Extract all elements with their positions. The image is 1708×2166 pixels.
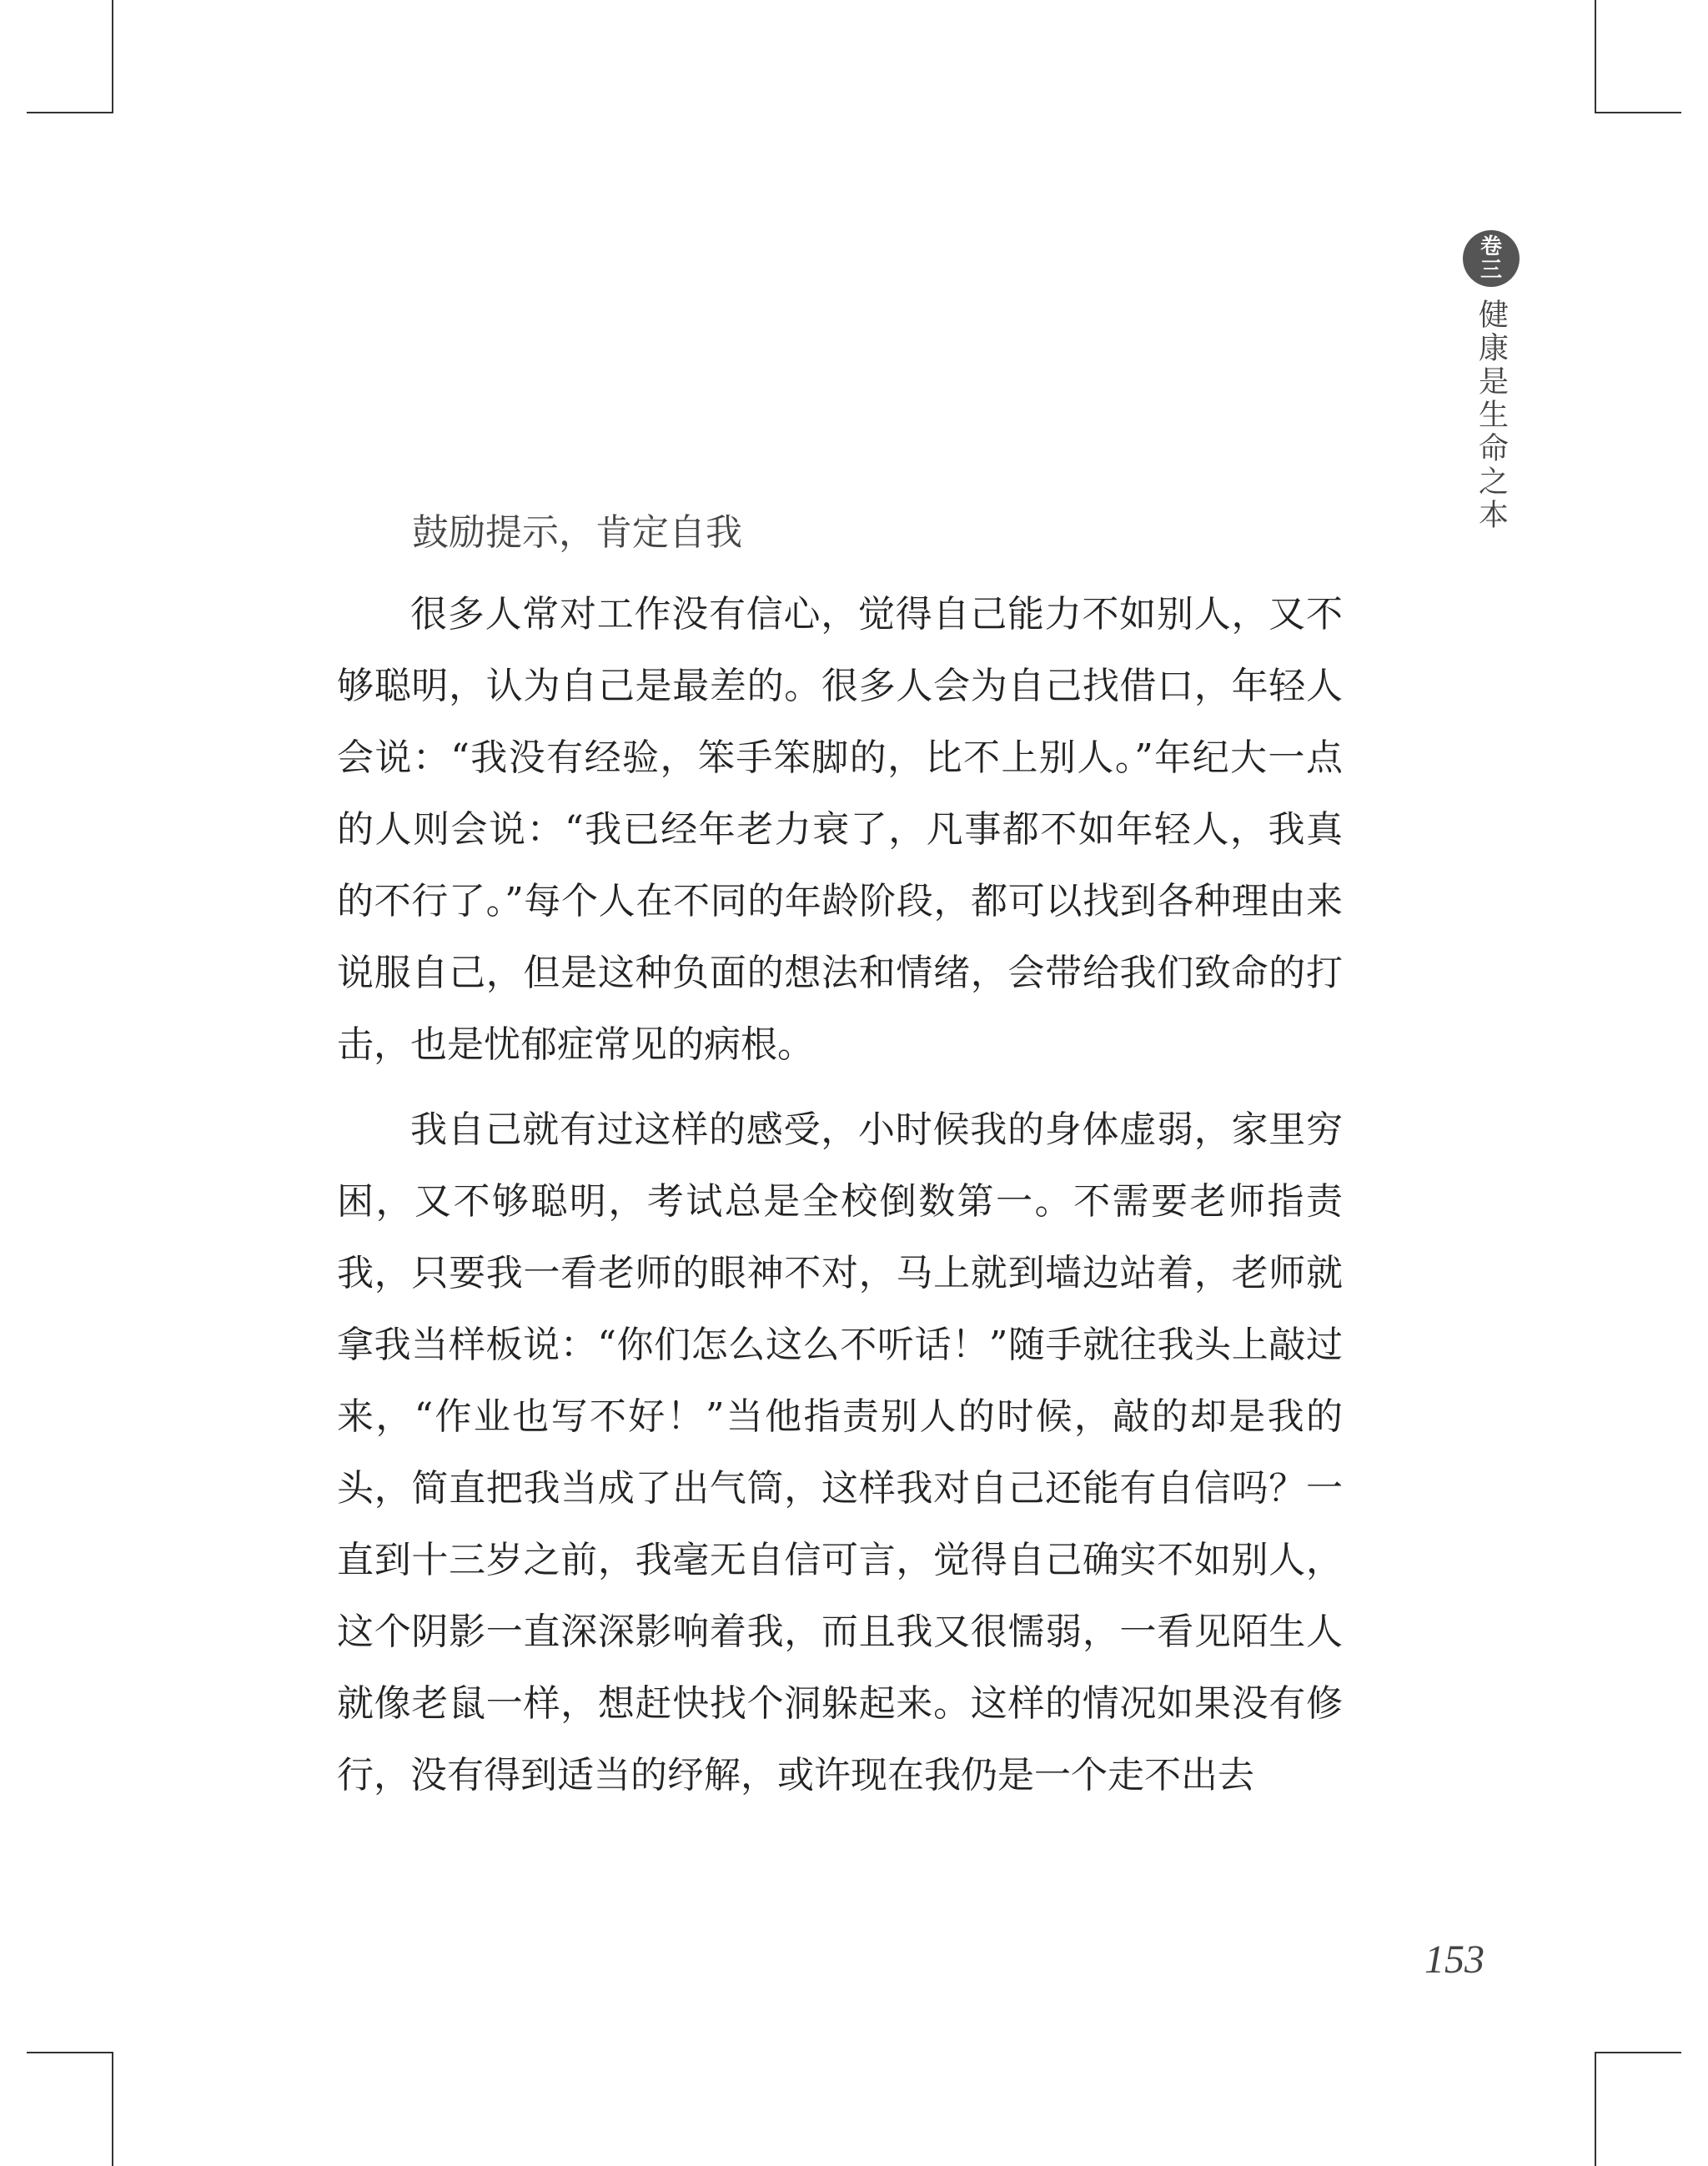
volume-badge-line2: 三 xyxy=(1479,258,1502,283)
paragraph: 我自己就有过这样的感受，小时候我的身体虚弱，家里穷困，又不够聪明，考试总是全校倒数第一。不需要老师指责我，只要我一看老师的眼神不对，马上就到墙边站着，老师就拿我当样板说：“你们怎么这么不听话！”随手就往我头上敲过来，“作业也写不好！”当他指责别人的时候，敲的却是我的头，简直把我当成了出气筒，这样我对自己还能有自信吗？一直到十三岁之前，我毫无自信可言，觉得自己确实不如别人，这个阴影一直深深影响着我，而且我又很懦弱，一看见陌生人就像老鼠一样，想赶快找个洞躲起来。这样的情况如果没有修行，没有得到适当的纾解，或许现在我仍是一个走不出去 xyxy=(337,1108,1343,1797)
crop-mark xyxy=(1595,0,1596,113)
chapter-side-tab xyxy=(1461,230,1521,532)
crop-mark xyxy=(112,2052,113,2166)
crop-mark xyxy=(27,2052,113,2053)
crop-mark xyxy=(27,112,113,113)
crop-mark xyxy=(112,0,113,113)
section-heading: 鼓励提示，肯定自我 xyxy=(412,511,742,554)
page-body xyxy=(337,507,1343,1825)
page-number: 153 xyxy=(1424,1937,1484,1982)
crop-mark xyxy=(1595,2052,1596,2166)
volume-badge-line1: 卷 xyxy=(1479,234,1502,259)
crop-mark xyxy=(1595,112,1681,113)
crop-mark xyxy=(1595,2052,1681,2053)
paragraph: 很多人常对工作没有信心，觉得自己能力不如别人，又不够聪明，认为自己是最差的。很多人会为自己找借口，年轻人会说：“我没有经验，笨手笨脚的，比不上别人。”年纪大一点的人则会说：“我已经年老力衰了，凡事都不如年轻人，我真的不行了。”每个人在不同的年龄阶段，都可以找到各种理由来说服自己，但是这种负面的想法和情绪，会带给我们致命的打击，也是忧郁症常见的病根。 xyxy=(337,593,1343,1066)
chapter-title: 健康是生命之本 xyxy=(1474,299,1509,532)
volume-badge xyxy=(1463,230,1520,287)
